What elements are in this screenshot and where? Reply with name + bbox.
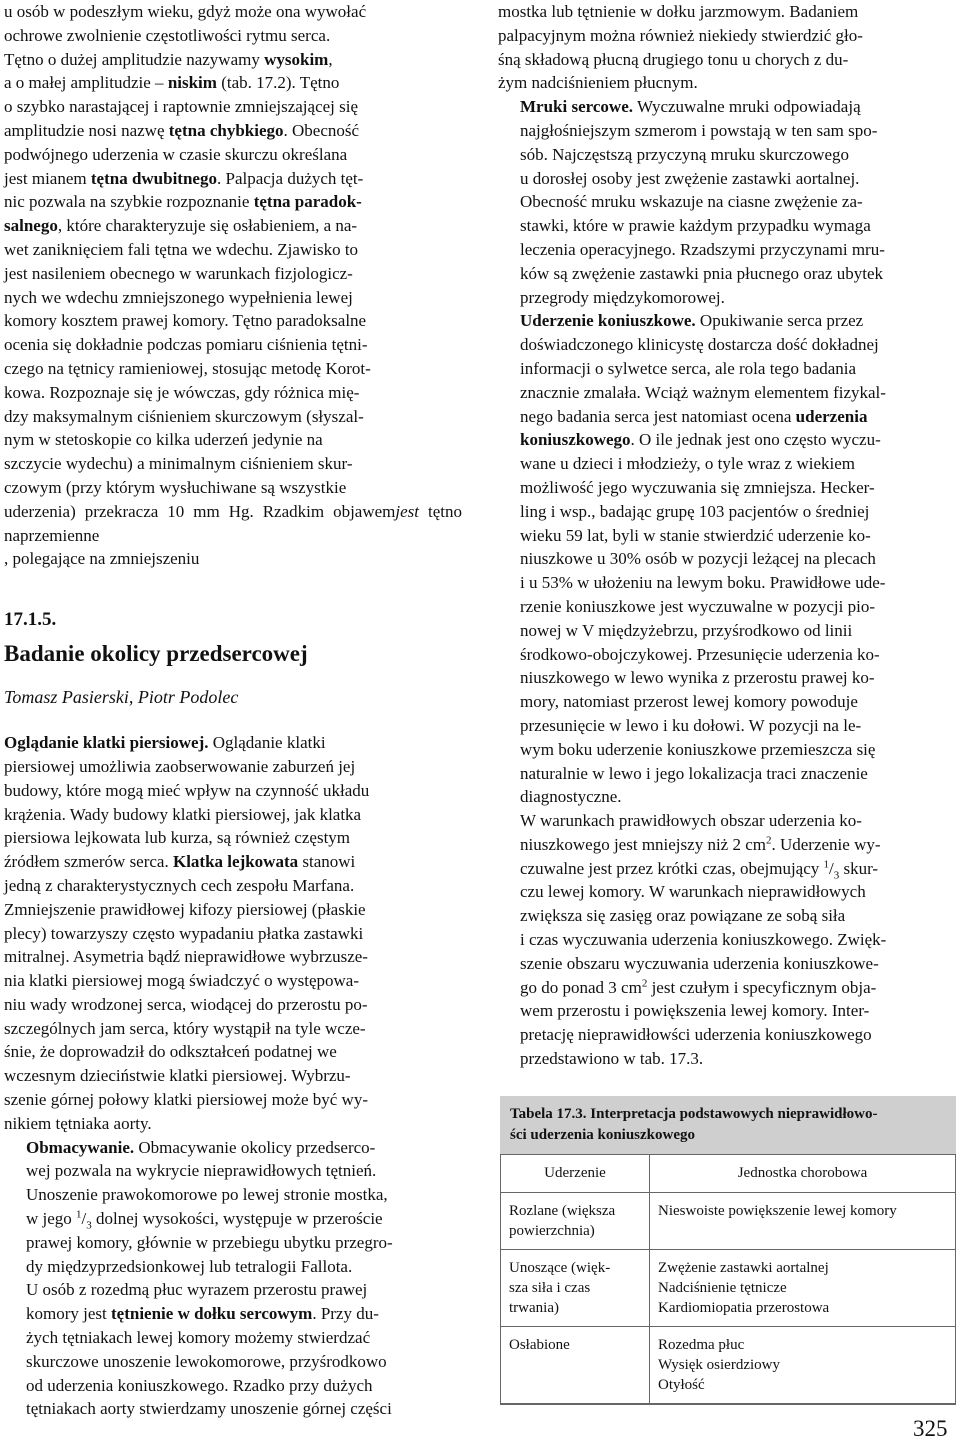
paragraph-thrills: Mruki sercowe. Wyczuwalne mruki odpowiadają najgłośniejszym szmerom i powstają w ten sam spo- sób. Najczęstszą przyczyną mruku skurczowego u dorosłej osoby jest zwężenie zastawki aortalnej. Obecność mruku wskazuje na ciasne zwężenie za- stawki, które w prawie każdym przypadku wymaga leczenia operacyjnego. Rzadszymi przyczynami mru- ków są zwężenie zastawki pnia płucnego oraz ubytek przegrody międzykomorowej.	[520, 97, 885, 307]
table-row: Unoszące (więk- sza siła i czas trwania) Zwężenie zastawki aortalnej Nadciśnienie tętnicze Kardiomiopatia przerostowa	[501, 1250, 955, 1327]
apex-beat-table	[501, 1154, 955, 1404]
table-caption: Tabela 17.3. Interpretacja podstawowych nieprawidłowo- ści uderzenia koniuszkowego	[500, 1096, 956, 1154]
section-title: Badanie okolicy przedsercowej	[4, 641, 308, 667]
right-column	[498, 0, 956, 1071]
table-header-beat: Uderzenie	[501, 1155, 650, 1193]
table-header-disease: Jednostka chorobowa	[650, 1155, 956, 1193]
section-authors: Tomasz Pasierski, Piotr Podolec	[4, 687, 239, 708]
table-17-3	[500, 1096, 956, 1405]
paragraph-apex-beat: Uderzenie koniuszkowe. Opukiwanie serca przez doświadczonego klinicystę dostarcza dość dokładnej informacji o sylwetce serca, ale rola tego badania znacznie zmalała. Wciąż ważnym elementem fizykal- nego badania serca jest natomiast ocena uderzenia koniuszkowego. O ile jednak jest ono często wyczu- wane u dzieci i młodzieży, o tyle wraz z wiekiem możliwość jego wyczuwania się zmniejsza. Hecker- ling i wsp., badając grupę 103 pacjentów o średniej wieku 59 lat, byli w stanie stwierdzić uderzenie ko- niuszkowe u 30% osób w pozycji leżącej na plecach i u 53% w ułożeniu na lewym boku. Prawidłowe ude- rzenie koniuszkowe jest wyczuwalne w pozycji pio- nowej w V międzyżebrzu, przyśrodkowo od linii środkowo-obojczykowej. Przesunięcie uderzenia ko- niuszkowego w lewo wynika z przerostu prawej ko- mory, natomiast przerost lewej komory powoduje przesunięcie w lewo i ku dołowi. W pozycji na le- wym boku uderzenie koniuszkowe przemieszcza się naturalnie w lewo i jego lokalizacja traci znaczenie diagnostyczne.	[520, 311, 886, 807]
paragraph-pulse: u osób w podeszłym wieku, gdyż może ona wywołać ochrowe zwolnienie częstotliwości rytmu serca. Tętno o dużej amplitudzie nazywamy wysokim, a o małej amplitudzie – niskim (tab. 17.2). Tętno o szybko narastającej i raptownie zmniejszającej się amplitudzie nosi nazwę tętna chybkiego. Obecność podwójnego uderzenia w czasie skurczu określana jest mianem tętna dwubitnego. Palpacja dużych tęt- nic pozwala na szybkie rozpoznanie tętna paradok- salnego, które charakteryzuje się osłabieniem, a na- wet zaniknięciem fali tętna we wdechu. Zjawisko to jest nasileniem obecnego w warunkach fizjologicz- nych we wdechu zmniejszonego wypełnienia lewej komory kosztem prawej komory. Tętno paradoksalne ocenia się dokładnie podczas pomiaru ciśnienia tętni- czego na tętnicy ramieniowej, stosując metodę Korot- kowa. Rozpoznaje się je wówczas, gdy różnica mię- dzy maksymalnym ciśnieniem skurczowym (słyszal- nym w stetoskopie co kilka uderzeń jedynie na szczycie wydechu) a minimalnym ciśnieniem skur- czowym (przy którym wysłuchiwane są wszystkie uderzenia) przekracza 10 mm Hg. Rzadkim objawemjest tętno naprzemienne , polegające na zmniejszeniu	[4, 2, 462, 569]
page-number: 325	[913, 1416, 948, 1441]
paragraph-apex-area: W warunkach prawidłowych obszar uderzenia ko- niuszkowego jest mniejszy niż 2 $cm^2$. Uderzenie wy- czuwalne jest przez krótki czas, obejmujący $^1/_3$ skur- czu lewej komory. W warunkach nieprawidłowych zwiększa się zasięg oraz powiązane ze sobą siła i czas wyczuwania uderzenia koniuszkowego. Zwięk- szenie obszaru wyczuwania uderzenia koniuszkowe- go do ponad 3 $cm^2$ jest czułym i specyficznym obja- wem przerostu i powiększenia lewej komory. Inter- pretację nieprawidłowści uderzenia koniuszkowego przedstawiono w tab. 17.3.	[520, 811, 887, 1069]
section-number: 17.1.5.	[4, 609, 57, 631]
table-row: Osłabione Rozedma płuc Wysięk osierdziowy Otyłość	[501, 1327, 955, 1404]
table-row: Rozlane (większa powierzchnia) Nieswoiste powiększenie lewej komory	[501, 1193, 955, 1250]
left-column	[4, 0, 462, 1421]
paragraph-inspection: Oglądanie klatki piersiowej. Oglądanie klatki piersiowej umożliwia zaobserwowanie zaburzeń jej budowy, które mogą mieć wpływ na czynność układu krążenia. Wady budowy klatki piersiowej, jak klatka piersiowa lejkowata lub kurza, są również częstym źródłem szmerów serca. Klatka lejkowata stanowi jedną z charakterystycznych cech zespołu Marfana. Zmniejszenie prawidłowej kifozy piersiowej (płaskie plecy) towarzyszy często wypadaniu płatka zastawki mitralnej. Asymetria bądź nieprawidłowe wybrzusze- nia klatki piersiowej mogą świadczyć o występowa- niu wady wrodzonej serca, wiodącej do przerostu po- szczególnych jam serca, który wystąpił na tyle wcze- śnie, że doprowadził do odkształceń podatnej we wczesnym dzieciństwie klatki piersiowej. Wybrzu- szenie górnej połowy klatki piersiowej może być wy- nikiem tętniaka aorty.	[4, 733, 370, 1133]
paragraph-sternum: mostka lub tętnienie w dołku jarzmowym. Badaniem palpacyjnym można również niekiedy stwierdzić gło- śną składową płucną drugiego tonu u chorych z du- żym nadciśnieniem płucnym.	[498, 2, 863, 93]
paragraph-palpation: Obmacywanie. Obmacywanie okolicy przedserco- wej pozwala na wykrycie nieprawidłowych tętnień. Unoszenie prawokomorowe po lewej stronie mostka, w jego $^1/_3$ dolnej wysokości, występuje w przeroście prawej komory, głównie w przebiegu ubytku przegro- dy międzyprzedsionkowej lub tetralogii Fallota. U osób z rozedmą płuc wyrazem przerostu prawej komory jest tętnienie w dołku sercowym. Przy du- żych tętniakach lewej komory możemy stwierdzać skurczowe unoszenie lewokomorowe, przyśrodkowo od uderzenia koniuszkowego. Rzadko przy dużych tętniakach aorty stwierdzamy unoszenie górnej części	[26, 1137, 393, 1419]
